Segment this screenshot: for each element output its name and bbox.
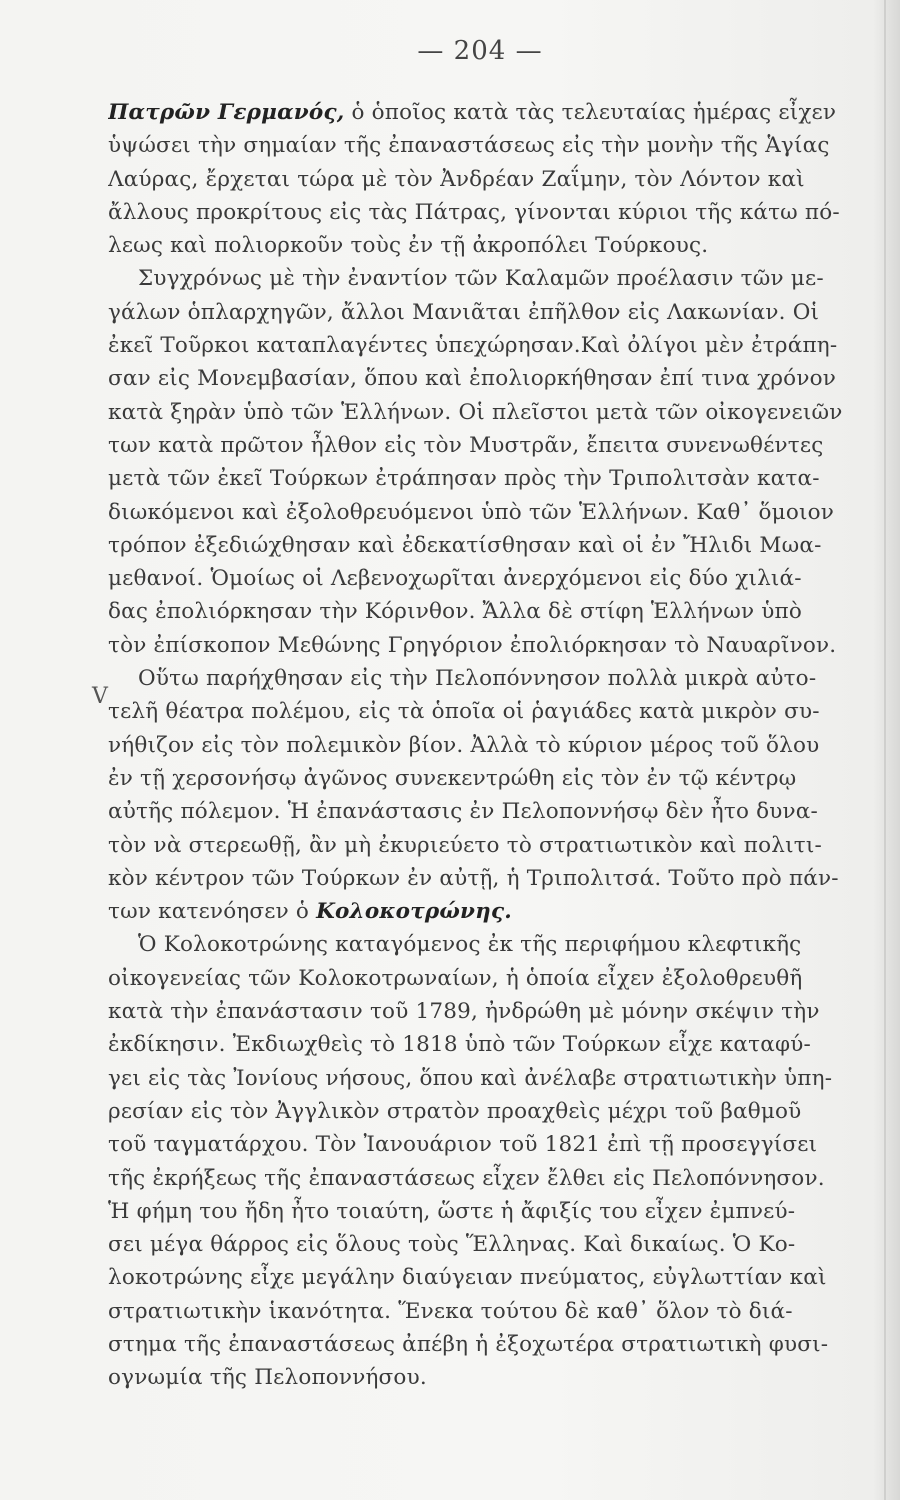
line-text: λοκοτρώνης εἶχε μεγάλην διαύγειαν πνεύματος, εὐγλωττίαν καὶ — [108, 1265, 827, 1291]
line-text: σει μέγα θάρρος εἰς ὅλους τοὺς Ἕλληνας. Καὶ δικαίως. Ὁ Κο- — [108, 1232, 796, 1258]
line-text: τοῦ ταγματάρχου. Τὸν Ἰανουάριον τοῦ 1821 ἐπὶ τῇ προσεγγίσει — [108, 1132, 818, 1158]
line-text: διωκόμενοι καὶ ἐξολοθρευόμενοι ὑπὸ τῶν Ἑλλήνων. Καθ᾽ ὅμοιον — [108, 499, 835, 525]
line-text: κατὰ τὴν ἐπανάστασιν τοῦ 1789, ἠνδρώθη μὲ μόνην σκέψιν τὴν — [108, 999, 820, 1025]
line-text: μετὰ τῶν ἐκεῖ Τούρκων ἐτράπησαν πρὸς τὴν Τριπολιτσὰν κατα- — [108, 466, 820, 492]
line-text: Οὕτω παρήχθησαν εἰς τὴν Πελοπόννησον πολλὰ μικρὰ αὐτο- — [138, 666, 817, 692]
text-line — [108, 1261, 850, 1294]
text-line — [108, 562, 850, 595]
text-line — [108, 1228, 850, 1261]
text-line — [108, 462, 850, 495]
text-line — [108, 795, 850, 828]
line-text: τρόπον ἐξεδιώχθησαν καὶ ἐδεκατίσθησαν καὶ οἱ ἐν Ἤλιδι Μωα- — [108, 532, 822, 558]
page-number: — 204 — — [417, 36, 543, 66]
line-text: στημα τῆς ἐπαναστάσεως ἀπέβη ἡ ἐξοχωτέρα στρατιωτικὴ φυσι- — [108, 1331, 829, 1357]
emphasized-name: Κολοκοτρώνης. — [316, 899, 512, 925]
text-line — [108, 629, 850, 662]
text-line — [108, 229, 850, 262]
text-line — [108, 429, 850, 462]
text-line — [108, 496, 850, 529]
line-text: Λαύρας, ἔρχεται τώρα μὲ τὸν Ἀνδρέαν Ζαΐμην, τὸν Λόντον καὶ — [108, 166, 805, 192]
text-line — [108, 329, 850, 362]
line-text: μεθανοί. Ὁμοίως οἱ Λεβενοχωρῖται ἀνερχόμενοι εἰς δύο χιλιά- — [108, 566, 802, 592]
line-text: Ἡ φήμη του ἤδη ἦτο τοιαύτη, ὥστε ἡ ἄφιξίς του εἶχεν ἐμπνεύ- — [108, 1198, 796, 1224]
line-text: ρεσίαν εἰς τὸν Ἀγγλικὸν στρατὸν προαχθεὶς μέχρι τοῦ βαθμοῦ — [108, 1098, 802, 1124]
body-text — [108, 96, 850, 1395]
text-line — [108, 595, 850, 628]
text-line — [108, 895, 850, 928]
text-line — [108, 1195, 850, 1228]
text-line — [108, 96, 850, 129]
text-line — [108, 129, 850, 162]
line-text: Συγχρόνως μὲ τὴν ἐναντίον τῶν Καλαμῶν προέλασιν τῶν με- — [138, 266, 824, 292]
line-text: νήθιζον εἰς τὸν πολεμικὸν βίον. Ἀλλὰ τὸ κύριον μέρος τοῦ ὅλου — [108, 732, 820, 758]
line-text: τελῆ θέατρα πολέμου, εἰς τὰ ὁποῖα οἱ ῥαγιάδες κατὰ μικρὸν συ- — [108, 699, 820, 725]
text-line — [108, 1162, 850, 1195]
text-line — [108, 262, 850, 295]
line-text: τῆς ἐκρήξεως τῆς ἐπαναστάσεως εἶχεν ἔλθει εἰς Πελοπόννησον. — [108, 1165, 825, 1191]
line-text: των κατὰ πρῶτον ἦλθον εἰς τὸν Μυστρᾶν, ἔπειτα συνενωθέντες — [108, 432, 824, 458]
text-line — [108, 529, 850, 562]
text-line — [108, 729, 850, 762]
line-text: Ὁ Κολοκοτρώνης καταγόμενος ἐκ τῆς περιφήμου κλεφτικῆς — [138, 932, 802, 958]
line-text: οἰκογενείας τῶν Κολοκοτρωναίων, ἡ ὁποία εἶχεν ἐξολοθρευθῆ — [108, 965, 803, 991]
line-text: των κατενόησεν ὁ — [108, 899, 317, 925]
text-line — [108, 163, 850, 196]
line-text: αὐτῆς πόλεμον. Ἡ ἐπανάστασις ἐν Πελοποννήσῳ δὲν ἦτο δυνα- — [108, 799, 818, 825]
line-text: γάλων ὁπλαρχηγῶν, ἄλλοι Μανιᾶται ἐπῆλθον εἰς Λακωνίαν. Οἱ — [108, 299, 820, 325]
text-line — [108, 1062, 850, 1095]
text-line — [108, 662, 850, 695]
text-line — [108, 296, 850, 329]
text-line — [108, 862, 850, 895]
text-line — [108, 396, 850, 429]
text-line — [108, 1028, 850, 1061]
text-line — [108, 995, 850, 1028]
line-text: σαν εἰς Μονεμβασίαν, ὅπου καὶ ἐπολιορκήθησαν ἐπί τινα χρόνον — [108, 366, 837, 392]
text-line — [108, 829, 850, 862]
line-text: ἄλλους προκρίτους εἰς τὰς Πάτρας, γίνονται κύριοι τῆς κάτω πό- — [108, 199, 840, 225]
line-text: δας ἐπολιόρκησαν τὴν Κόρινθον. Ἄλλα δὲ στίφη Ἑλλήνων ὑπὸ — [108, 599, 803, 625]
line-text: λεως καὶ πολιορκοῦν τοὺς ἐν τῇ ἀκροπόλει Τούρκους. — [108, 233, 709, 259]
line-text: κατὰ ξηρὰν ὑπὸ τῶν Ἑλλήνων. Οἱ πλεῖστοι μετὰ τῶν οἰκογενειῶν — [108, 399, 843, 425]
line-text: ὑψώσει τὴν σημαίαν τῆς ἐπαναστάσεως εἰς τὴν μονὴν τῆς Ἁγίας — [108, 133, 830, 159]
line-text: κὸν κέντρον τῶν Τούρκων ἐν αὐτῇ, ἡ Τριπολιτσά. Τοῦτο πρὸ πάν- — [108, 865, 839, 891]
text-line — [108, 962, 850, 995]
line-text: στρατιωτικὴν ἱκανότητα. Ἕνεκα τούτου δὲ καθ᾽ ὅλον τὸ διά- — [108, 1298, 793, 1324]
text-line — [108, 1128, 850, 1161]
line-text: ὁ ὁποῖος κατὰ τὰς τελευταίας ἡμέρας εἶχεν — [344, 100, 837, 125]
text-line — [108, 1295, 850, 1328]
line-text: ἐκδίκησιν. Ἐκδιωχθεὶς τὸ 1818 ὑπὸ τῶν Τούρκων εἶχε καταφύ- — [108, 1032, 811, 1058]
text-line — [108, 928, 850, 961]
text-line — [108, 196, 850, 229]
line-text: τὸν ἐπίσκοπον Μεθώνης Γρηγόριον ἐπολιόρκησαν τὸ Ναυαρῖνον. — [108, 632, 837, 658]
text-line — [108, 1328, 850, 1361]
emphasized-name: Πατρῶν Γερμανός, — [108, 100, 345, 125]
line-text: ογνωμία τῆς Πελοποννήσου. — [108, 1365, 427, 1391]
text-line — [108, 695, 850, 728]
line-text: ἐκεῖ Τοῦρκοι καταπλαγέντες ὑπεχώρησαν.Καὶ ὀλίγοι μὲν ἐτράπη- — [108, 333, 838, 359]
margin-mark: V — [92, 684, 108, 709]
text-line — [108, 1095, 850, 1128]
line-text: τὸν νὰ στερεωθῇ, ἂν μὴ ἐκυριεύετο τὸ στρατιωτικὸν καὶ πολιτι- — [108, 832, 822, 858]
line-text: ἐν τῇ χερσονήσῳ ἀγῶνος συνεκεντρώθη εἰς τὸν ἐν τῷ κέντρῳ — [108, 765, 797, 791]
text-line — [108, 1361, 850, 1394]
text-line — [108, 762, 850, 795]
page-edge — [884, 0, 886, 1500]
line-text: γει εἰς τὰς Ἰονίους νήσους, ὅπου καὶ ἀνέλαβε στρατιωτικὴν ὑπη- — [108, 1065, 833, 1091]
text-line — [108, 362, 850, 395]
